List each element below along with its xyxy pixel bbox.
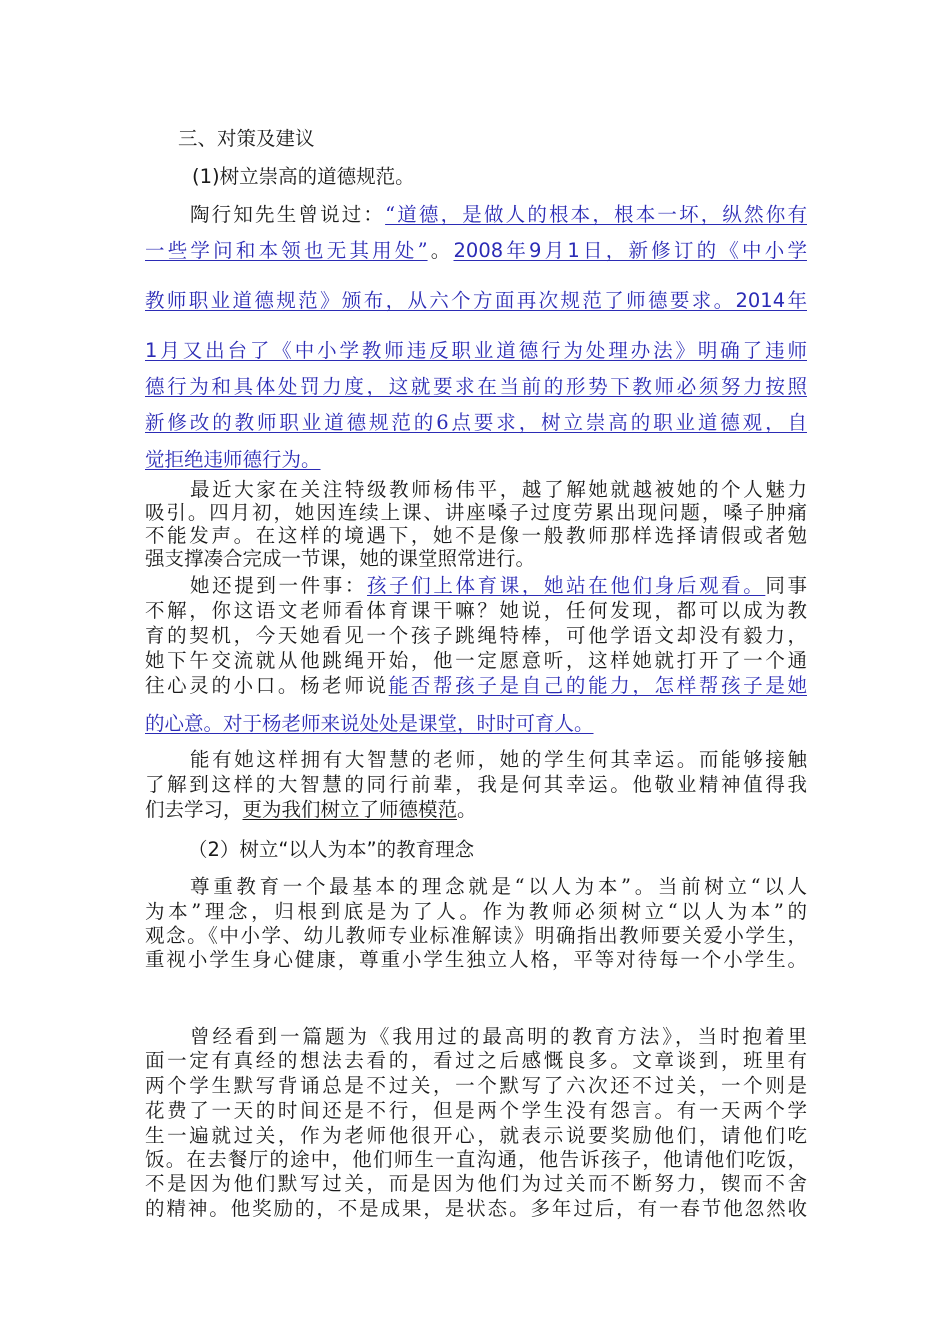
paragraph-6-line-8: 的精神。他奖励的，不是成果，是状态。多年过后，有一春节他忽然收 — [145, 1197, 807, 1220]
subsection-title-1: (1)树立崇高的道德规范。 — [192, 165, 415, 188]
regulation-link[interactable]: 2008年9月1日，新修订的《中小学 — [453, 239, 807, 262]
paragraph-2-line-3: 不能发声。在这样的境遇下，她不是像一般教师那样选择请假或者勉 — [145, 524, 807, 547]
paragraph-6-line-5: 生一遍就过关，作为老师他很开心，就表示说要奖励他们，请他们吃 — [145, 1124, 807, 1147]
paragraph-6-line-3: 两个学生默写背诵总是不过关，一个默写了六次还不过关，一个则是 — [145, 1074, 807, 1097]
paragraph-2-line-2: 吸引。四月初，她因连续上课、讲座嗓子过度劳累出现问题，嗓子肿痛 — [145, 501, 807, 524]
paragraph-6-line-1: 曾经看到一篇题为《我用过的最高明的教育方法》，当时抱着里 — [190, 1025, 807, 1048]
paragraph-1-line-3[interactable]: 教师职业道德规范》颁布，从六个方面再次规范了师德要求。2014年 — [145, 289, 807, 312]
paragraph-2-line-1: 最近大家在关注特级教师杨伟平，越了解她就越被她的个人魅力 — [190, 478, 807, 501]
text-run: 。 — [457, 798, 477, 821]
paragraph-3-line-1 — [190, 573, 807, 599]
paragraph-6-line-6: 饭。在去餐厅的途中，他们师生一直沟通，他告诉孩子，他请他们吃饭， — [145, 1148, 807, 1171]
text-run: 往心灵的小口。杨老师说 — [145, 674, 389, 697]
subsection-title-2: （2）树立“以人为本”的教育理念 — [188, 838, 475, 861]
text-run: 她还提到一件事： — [190, 574, 368, 597]
paragraph-3-line-2: 不解，你这语文老师看体育课干嘛？她说，任何发现，都可以成为教 — [145, 599, 807, 622]
paragraph-1-line-1 — [190, 202, 807, 228]
paragraph-1-line-5[interactable]: 德行为和具体处罚力度，这就要求在当前的形势下教师必须努力按照 — [145, 375, 807, 398]
paragraph-5-line-2: 为本”理念，归根到底是为了人。作为教师必须树立“以人为本”的 — [145, 900, 807, 923]
paragraph-5-line-3: 观念。《中小学、幼儿教师专业标准解读》明确指出教师要关爱小学生， — [145, 924, 807, 947]
paragraph-4-line-2: 了解到这样的大智慧的同行前辈，我是何其幸运。他敬业精神值得我 — [145, 773, 807, 796]
highlight-link[interactable]: 孩子们上体育课，她站在他们身后观看。 — [367, 574, 766, 597]
text-run: 同事 — [765, 574, 807, 597]
underlined-text: 更为我们树立了师德模范 — [242, 798, 458, 821]
paragraph-6-line-2: 面一定有真经的想法去看的，看过之后感慨良多。文章谈到，班里有 — [145, 1049, 807, 1072]
section-heading: 三、对策及建议 — [178, 127, 315, 150]
paragraph-1-line-6[interactable]: 新修改的教师职业道德规范的6点要求，树立崇高的职业道德观，自 — [145, 411, 807, 434]
paragraph-1-line-2 — [145, 238, 807, 264]
paragraph-3-line-4: 她下午交流就从他跳绳开始，他一定愿意听，这样她就打开了一个通 — [145, 649, 807, 672]
paragraph-5-line-1: 尊重教育一个最基本的理念就是“以人为本”。当前树立“以人 — [190, 875, 807, 898]
text-run: 。 — [427, 239, 454, 262]
paragraph-2-line-4: 强支撑凑合完成一节课，她的课堂照常进行。 — [145, 547, 536, 570]
highlight-link[interactable]: 能否帮孩子是自己的能力，怎样帮孩子是她 — [388, 674, 807, 697]
paragraph-4-line-3 — [145, 797, 807, 823]
text-run: 陶行知先生曾说过： — [190, 203, 386, 226]
paragraph-1-line-7[interactable]: 觉拒绝违师德行为。 — [145, 448, 321, 471]
text-run: 们去学习， — [145, 798, 243, 821]
paragraph-1-line-4[interactable]: 1月又出台了《中小学教师违反职业道德行为处理办法》明确了违师 — [145, 339, 807, 362]
quote-link[interactable]: “道德，是做人的根本，根本一坏，纵然你有 — [385, 203, 807, 226]
paragraph-3-line-6[interactable]: 的心意。对于杨老师来说处处是课堂，时时可育人。 — [145, 712, 594, 735]
paragraph-4-line-1: 能有她这样拥有大智慧的老师，她的学生何其幸运。而能够接触 — [190, 748, 807, 771]
paragraph-6-line-4: 花费了一天的时间还是不行，但是两个学生没有怨言。有一天两个学 — [145, 1099, 807, 1122]
paragraph-3-line-3: 育的契机，今天她看见一个孩子跳绳特棒，可他学语文却没有毅力， — [145, 624, 807, 647]
paragraph-6-line-7: 不是因为他们默写过关，而是因为他们为过关而不断努力，锲而不舍 — [145, 1172, 807, 1195]
quote-link[interactable]: 一些学问和本领也无其用处” — [145, 239, 428, 262]
paragraph-3-line-5 — [145, 673, 807, 699]
paragraph-5-line-4: 重视小学生身心健康，尊重小学生独立人格，平等对待每一个小学生。 — [145, 948, 807, 971]
